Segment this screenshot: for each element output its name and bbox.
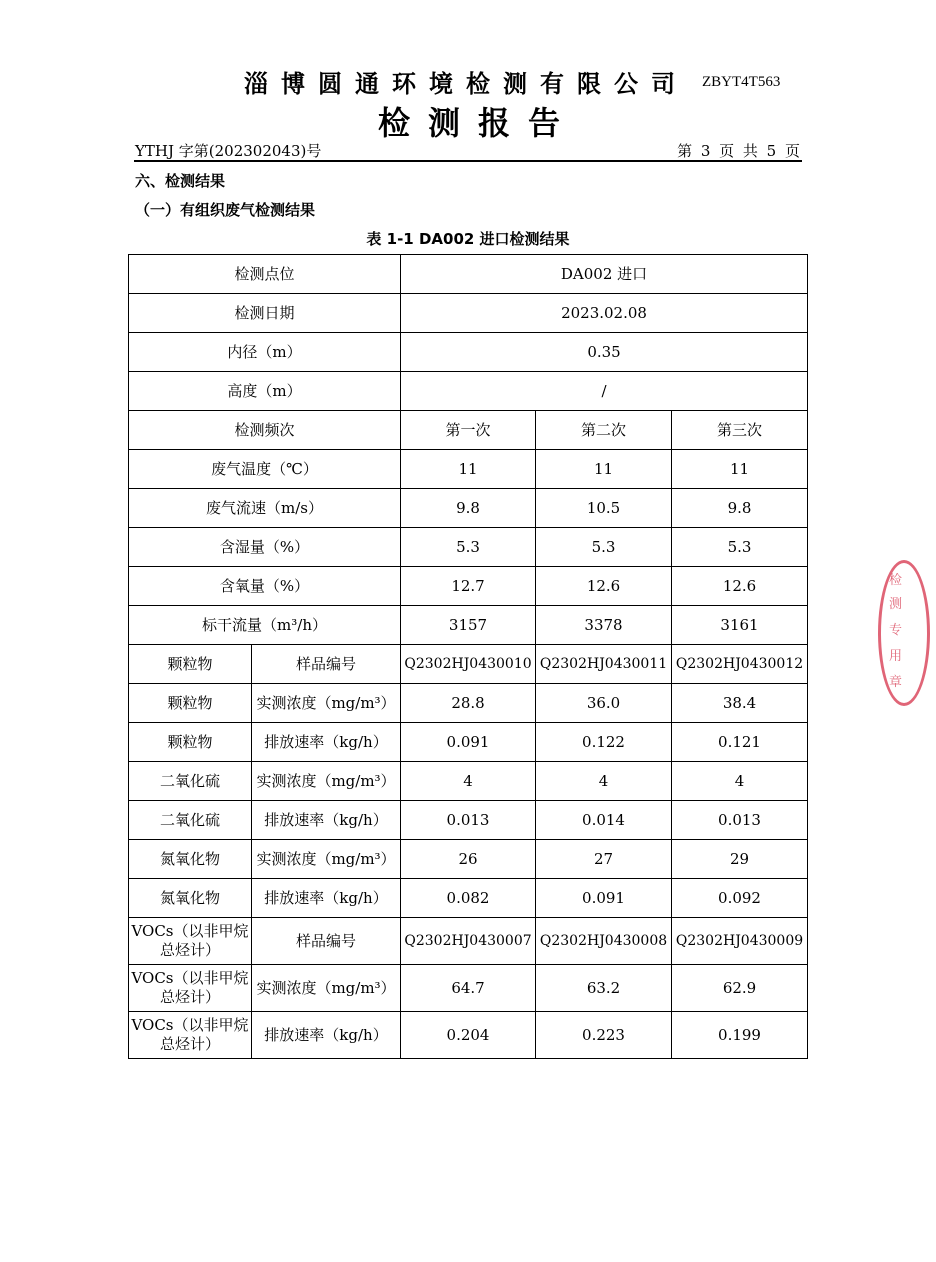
pollutant-name-cell: 二氧化硫 [129,762,252,801]
item-name-cell: 排放速率（kg/h） [252,879,401,918]
table-row-pollutant [129,840,808,879]
pollutant-name-cell: 颗粒物 [129,684,252,723]
value-cell: 62.9 [672,965,808,1012]
table-row-info [129,255,808,294]
value-cell: 10.5 [536,489,672,528]
value-cell: 36.0 [536,684,672,723]
value-cell: 0.082 [401,879,536,918]
value-cell: Q2302HJ0430009 [672,918,808,965]
section-heading: 六、检测结果 [135,172,226,190]
report-title: 检测报告 [378,104,579,142]
table-row-parameter [129,489,808,528]
value-cell: 0.199 [672,1012,808,1059]
value-cell: 9.8 [401,489,536,528]
company-name: 淄博圆通环境检测有限公司 [244,69,688,98]
row-label-cell: 检测点位 [129,255,401,294]
table-row-parameter [129,450,808,489]
value-cell: Q2302HJ0430008 [536,918,672,965]
value-cell: 64.7 [401,965,536,1012]
results-table [128,254,808,1059]
pollutant-name-cell: 颗粒物 [129,645,252,684]
table-caption: 表 1-1 DA002 进口检测结果 [366,230,570,248]
table-row-frequency [129,411,808,450]
table-row-info [129,333,808,372]
subsection-heading: （一）有组织废气检测结果 [135,201,316,219]
value-cell: 4 [401,762,536,801]
item-name-cell: 样品编号 [252,645,401,684]
row-value-cell: DA002 进口 [401,255,808,294]
value-cell: 9.8 [672,489,808,528]
table-row-pollutant [129,801,808,840]
table-row-parameter [129,567,808,606]
value-cell: 11 [672,450,808,489]
table-row-pollutant [129,879,808,918]
value-cell: 3157 [401,606,536,645]
item-name-cell: 实测浓度（mg/m³） [252,840,401,879]
value-cell: 12.6 [536,567,672,606]
value-cell: 0.013 [401,801,536,840]
pollutant-name-cell: 二氧化硫 [129,801,252,840]
value-cell: 27 [536,840,672,879]
value-cell: Q2302HJ0430012 [672,645,808,684]
value-cell: 3161 [672,606,808,645]
table-row-info [129,372,808,411]
value-cell: 29 [672,840,808,879]
value-cell: Q2302HJ0430011 [536,645,672,684]
table-row-pollutant [129,1012,808,1059]
frequency-header-cell: 第二次 [536,411,672,450]
value-cell: 0.092 [672,879,808,918]
item-name-cell: 排放速率（kg/h） [252,723,401,762]
value-cell: 4 [672,762,808,801]
row-label-cell: 检测日期 [129,294,401,333]
item-name-cell: 排放速率（kg/h） [252,1012,401,1059]
item-name-cell: 排放速率（kg/h） [252,801,401,840]
table-row-pollutant [129,918,808,965]
row-value-cell: 2023.02.08 [401,294,808,333]
page-info: 第 3 页 共 5 页 [677,142,800,160]
value-cell: 4 [536,762,672,801]
table-row-pollutant [129,965,808,1012]
row-label-cell: 废气流速（m/s） [129,489,401,528]
row-label-cell: 内径（m） [129,333,401,372]
value-cell: 0.091 [401,723,536,762]
value-cell: 63.2 [536,965,672,1012]
table-row-parameter [129,606,808,645]
pollutant-name-cell: 氮氧化物 [129,840,252,879]
row-label-cell: 高度（m） [129,372,401,411]
table-row-pollutant [129,645,808,684]
value-cell: 5.3 [672,528,808,567]
row-label-cell: 标干流量（m³/h） [129,606,401,645]
table-row-pollutant [129,762,808,801]
frequency-header-cell: 第三次 [672,411,808,450]
table-row-pollutant [129,684,808,723]
item-name-cell: 实测浓度（mg/m³） [252,762,401,801]
row-label-cell: 含氧量（%） [129,567,401,606]
row-label-cell: 检测频次 [129,411,401,450]
value-cell: Q2302HJ0430010 [401,645,536,684]
table-row-parameter [129,528,808,567]
row-value-cell: / [401,372,808,411]
pollutant-name-cell: 颗粒物 [129,723,252,762]
official-seal-stamp: 检 测 专 用 章 [878,560,930,706]
value-cell: 38.4 [672,684,808,723]
value-cell: 5.3 [536,528,672,567]
pollutant-name-cell: VOCs（以非甲烷总烃计） [129,918,252,965]
row-label-cell: 废气温度（℃） [129,450,401,489]
row-label-cell: 含湿量（%） [129,528,401,567]
pollutant-name-cell: VOCs（以非甲烷总烃计） [129,965,252,1012]
value-cell: 5.3 [401,528,536,567]
value-cell: Q2302HJ0430007 [401,918,536,965]
frequency-header-cell: 第一次 [401,411,536,450]
value-cell: 0.091 [536,879,672,918]
value-cell: 26 [401,840,536,879]
value-cell: 0.223 [536,1012,672,1059]
row-value-cell: 0.35 [401,333,808,372]
pollutant-name-cell: 氮氧化物 [129,879,252,918]
report-code: ZBYT4T563 [702,74,781,90]
value-cell: 0.014 [536,801,672,840]
item-name-cell: 实测浓度（mg/m³） [252,965,401,1012]
item-name-cell: 实测浓度（mg/m³） [252,684,401,723]
value-cell: 0.122 [536,723,672,762]
value-cell: 12.7 [401,567,536,606]
table-row-pollutant [129,723,808,762]
value-cell: 0.121 [672,723,808,762]
table-row-info [129,294,808,333]
value-cell: 28.8 [401,684,536,723]
value-cell: 12.6 [672,567,808,606]
report-ref-number: YTHJ 字第(202302043)号 [135,142,322,160]
value-cell: 0.013 [672,801,808,840]
value-cell: 11 [536,450,672,489]
item-name-cell: 样品编号 [252,918,401,965]
value-cell: 3378 [536,606,672,645]
value-cell: 11 [401,450,536,489]
header-rule [134,160,802,162]
value-cell: 0.204 [401,1012,536,1059]
pollutant-name-cell: VOCs（以非甲烷总烃计） [129,1012,252,1059]
